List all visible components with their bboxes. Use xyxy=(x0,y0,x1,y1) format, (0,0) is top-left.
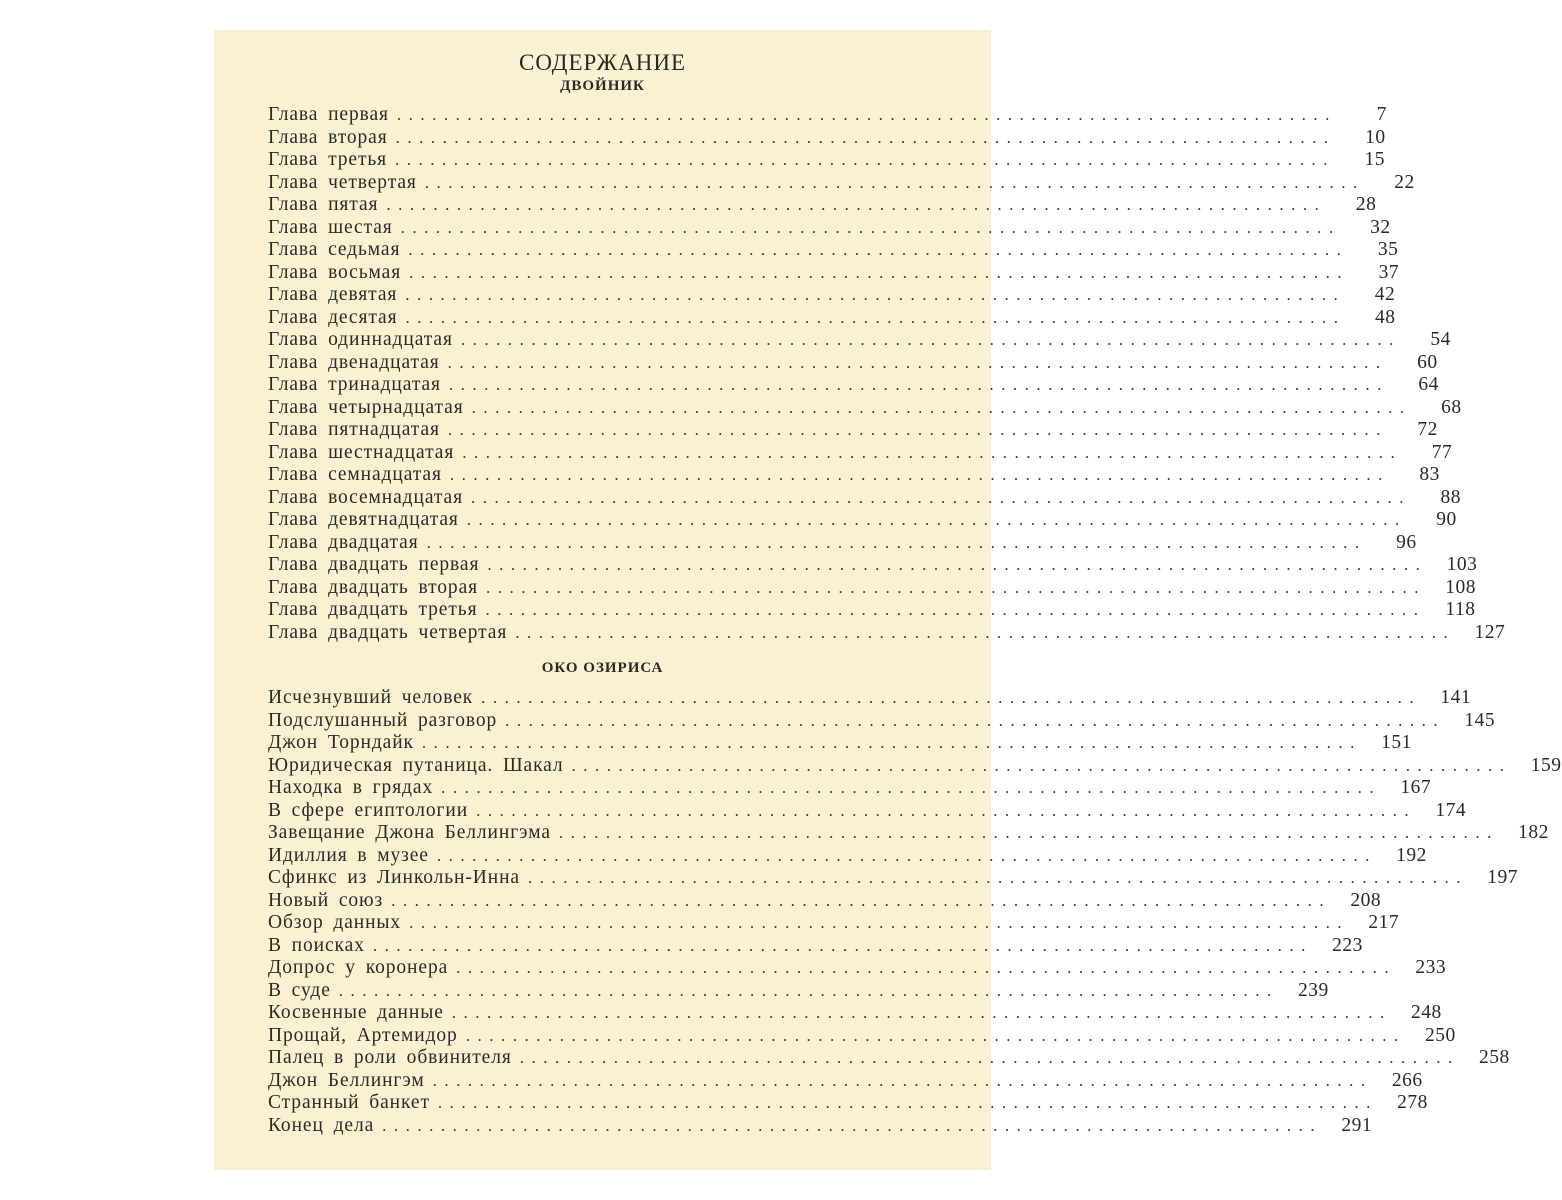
toc-entry-title: Глава пятнадцатая xyxy=(268,419,440,440)
toc-entry-page-number: 10 xyxy=(1365,126,1386,148)
toc-entry-title: Глава двадцать вторая xyxy=(268,576,479,598)
dot-leader: ................................................................................ xyxy=(395,127,1336,147)
toc-entry-title: Глава одиннадцатая xyxy=(268,329,453,350)
toc-entry xyxy=(268,621,1506,645)
dot-leader: ................................................................................ xyxy=(395,150,1336,169)
toc-entry-page-number: 197 xyxy=(1487,867,1518,888)
toc-entry-title: Сфинкс из Линкольн-Инна xyxy=(268,867,520,888)
toc-entry xyxy=(268,1002,1442,1025)
toc-entry-page-number: 54 xyxy=(1430,329,1451,350)
toc-entry-page-number: 15 xyxy=(1364,149,1386,170)
toc-entry xyxy=(268,509,1457,532)
dot-leader: ................................................................................ xyxy=(471,397,1412,417)
toc-entry xyxy=(268,126,1386,150)
toc-entry-title: Глава третья xyxy=(268,149,388,170)
toc-entry-page-number: 72 xyxy=(1417,419,1438,440)
toc-list-part-2 xyxy=(268,687,1562,1137)
toc-entry xyxy=(268,464,1440,487)
dot-leader: ................................................................................ xyxy=(441,778,1382,797)
toc-entry xyxy=(268,531,1417,555)
toc-entry-title: Глава двадцатая xyxy=(268,531,419,553)
toc-entry xyxy=(268,374,1439,397)
toc-entry xyxy=(268,934,1363,958)
dot-leader: ................................................................................ xyxy=(527,868,1468,887)
toc-entry-title: Глава двадцать третья xyxy=(268,599,478,620)
toc-entry-title: Глава восемнадцатая xyxy=(268,486,463,508)
dot-leader: ................................................................................ xyxy=(487,555,1428,574)
toc-entry-title: Палец в роли обвинителя xyxy=(268,1047,512,1068)
dot-leader: ................................................................................ xyxy=(405,307,1346,327)
toc-list-part-1 xyxy=(268,104,1506,644)
toc-entry xyxy=(268,687,1472,710)
toc-entry-page-number: 37 xyxy=(1378,261,1400,283)
dot-leader: ................................................................................ xyxy=(571,755,1512,775)
toc-entry-page-number: 145 xyxy=(1464,709,1496,731)
toc-entry-title: Глава шестнадцатая xyxy=(268,441,455,463)
toc-entry xyxy=(268,754,1562,778)
dot-leader: ................................................................................ xyxy=(558,823,1499,842)
toc-entry-title: Глава десятая xyxy=(268,306,398,328)
dot-leader: ................................................................................ xyxy=(470,487,1411,507)
toc-entry xyxy=(268,261,1400,285)
toc-entry-title: Обзор данных xyxy=(268,912,402,933)
toc-entry xyxy=(268,104,1387,127)
dot-leader: ................................................................................ xyxy=(486,577,1427,597)
toc-entry-page-number: 7 xyxy=(1376,104,1387,125)
toc-entry xyxy=(268,1024,1456,1048)
toc-entry-page-number: 266 xyxy=(1391,1069,1423,1091)
dot-leader: ................................................................................ xyxy=(437,1093,1378,1112)
part-title-oko-ozirisa: ОКО ОЗИРИСА xyxy=(541,660,664,676)
dot-leader: ................................................................................ xyxy=(396,105,1337,124)
toc-entry-title: Глава пятая xyxy=(268,194,379,215)
dot-leader: ................................................................................ xyxy=(409,913,1350,932)
dot-leader: ................................................................................ xyxy=(436,845,1377,865)
toc-entry-page-number: 208 xyxy=(1350,889,1382,911)
dot-leader: ................................................................................ xyxy=(481,688,1422,707)
dot-leader: ................................................................................ xyxy=(432,1070,1373,1090)
toc-entry-page-number: 167 xyxy=(1400,777,1432,798)
toc-entry xyxy=(268,732,1412,755)
toc-entry-title: Конец дела xyxy=(268,1114,375,1136)
toc-entry xyxy=(268,486,1461,510)
dot-leader: ................................................................................ xyxy=(382,1115,1323,1135)
toc-entry-page-number: 151 xyxy=(1381,732,1412,753)
toc-entry-title: Новый союз xyxy=(268,889,384,911)
dot-leader: ................................................................................ xyxy=(519,1048,1460,1067)
dot-leader: ................................................................................ xyxy=(515,622,1456,642)
toc-entry xyxy=(268,576,1477,600)
toc-entry-page-number: 217 xyxy=(1368,912,1400,933)
toc-entry-page-number: 248 xyxy=(1411,1002,1442,1023)
toc-entry-title: Идиллия в музее xyxy=(268,844,429,866)
toc-entry-page-number: 118 xyxy=(1445,599,1476,620)
toc-entry-title: Глава седьмая xyxy=(268,239,401,260)
toc-entry-page-number: 96 xyxy=(1396,531,1417,553)
toc-entry-title: В сфере египтологии xyxy=(268,799,469,821)
toc-entry-page-number: 108 xyxy=(1445,576,1477,598)
toc-entry-title: Глава двадцать четвертая xyxy=(268,621,508,643)
toc-entry-title: Подслушанный разговор xyxy=(268,709,498,731)
dot-leader: ................................................................................ xyxy=(462,442,1403,462)
toc-entry xyxy=(268,149,1386,172)
toc-entry-page-number: 83 xyxy=(1419,464,1440,485)
toc-entry xyxy=(268,599,1476,622)
toc-entry xyxy=(268,822,1549,845)
toc-entry-title: Джон Беллингэм xyxy=(268,1069,425,1091)
dot-leader: ................................................................................ xyxy=(485,600,1426,619)
toc-entry-page-number: 239 xyxy=(1298,979,1329,1001)
toc-entry-page-number: 64 xyxy=(1418,374,1439,395)
toc-entry-page-number: 48 xyxy=(1374,306,1396,328)
dot-leader: ................................................................................ xyxy=(372,935,1313,955)
toc-entry-title: Глава девятая xyxy=(268,284,398,305)
toc-entry-page-number: 32 xyxy=(1370,216,1391,238)
toc-entry xyxy=(268,777,1432,800)
toc-entry xyxy=(268,171,1415,195)
dot-leader: ................................................................................ xyxy=(405,285,1346,304)
toc-entry xyxy=(268,957,1447,980)
toc-entry-title: Глава двадцать первая xyxy=(268,554,480,575)
toc-entry-title: Глава семнадцатая xyxy=(268,464,442,485)
toc-entry-title: Глава тринадцатая xyxy=(268,374,441,395)
toc-entry-page-number: 291 xyxy=(1341,1114,1373,1136)
toc-entry-title: В поисках xyxy=(268,934,365,956)
toc-entry xyxy=(268,284,1396,307)
toc-entry-title: В суде xyxy=(268,979,331,1001)
toc-entry xyxy=(268,554,1478,577)
dot-leader: ................................................................................ xyxy=(447,420,1388,439)
toc-entry xyxy=(268,419,1438,442)
toc-entry xyxy=(268,396,1462,420)
toc-entry-page-number: 258 xyxy=(1478,1047,1510,1068)
toc-entry-page-number: 42 xyxy=(1374,284,1396,305)
toc-entry-page-number: 90 xyxy=(1436,509,1457,530)
dot-leader: ................................................................................ xyxy=(448,375,1389,394)
dot-leader: ................................................................................ xyxy=(447,352,1388,372)
toc-entry-title: Глава двенадцатая xyxy=(268,351,440,373)
toc-entry-page-number: 182 xyxy=(1518,822,1549,843)
toc-entry-page-number: 192 xyxy=(1396,844,1427,866)
dot-leader: ................................................................................ xyxy=(505,710,1446,730)
toc-entry-title: Косвенные данные xyxy=(268,1002,444,1023)
toc-entry-page-number: 28 xyxy=(1355,194,1377,215)
toc-entry-page-number: 159 xyxy=(1530,754,1562,776)
toc-entry-page-number: 174 xyxy=(1435,799,1467,821)
toc-entry-page-number: 278 xyxy=(1397,1092,1428,1113)
dot-leader: ................................................................................ xyxy=(449,465,1390,484)
dot-leader: ................................................................................ xyxy=(451,1003,1392,1022)
toc-entry xyxy=(268,979,1329,1003)
dot-leader: ................................................................................ xyxy=(424,172,1365,192)
toc-entry-title: Глава вторая xyxy=(268,126,388,148)
toc-entry-page-number: 103 xyxy=(1446,554,1478,575)
toc-entry-page-number: 127 xyxy=(1474,621,1506,643)
toc-entry xyxy=(268,1069,1423,1093)
dot-leader: ................................................................................ xyxy=(456,958,1397,977)
toc-entry-title: Глава девятнадцатая xyxy=(268,509,459,530)
toc-entry xyxy=(268,239,1399,262)
toc-entry-page-number: 250 xyxy=(1424,1024,1456,1046)
dot-leader: ................................................................................ xyxy=(409,262,1350,282)
toc-entry-title: Завещание Джона Беллингэма xyxy=(268,822,551,843)
toc-entry-title: Юридическая путаница. Шакал xyxy=(268,754,564,776)
toc-entry-title: Исчезнувший человек xyxy=(268,687,474,708)
dot-leader: ................................................................................ xyxy=(400,217,1341,237)
toc-entry xyxy=(268,867,1518,890)
toc-entry-page-number: 77 xyxy=(1431,441,1453,463)
toc-entry xyxy=(268,194,1377,217)
toc-entry xyxy=(268,306,1396,330)
toc-entry-title: Глава шестая xyxy=(268,216,393,238)
dot-leader: ................................................................................ xyxy=(465,1025,1406,1045)
toc-entry-title: Глава восьмая xyxy=(268,261,402,283)
toc-entry-page-number: 141 xyxy=(1440,687,1472,708)
toc-entry-title: Находка в грядах xyxy=(268,777,434,798)
toc-entry-page-number: 60 xyxy=(1417,351,1438,373)
book-page xyxy=(214,30,1562,1170)
toc-entry-title: Допрос у коронера xyxy=(268,957,449,978)
toc-entry xyxy=(268,912,1400,935)
toc-entry-page-number: 35 xyxy=(1377,239,1399,260)
toc-entry-page-number: 22 xyxy=(1394,171,1415,193)
toc-entry xyxy=(268,216,1391,240)
toc-entry xyxy=(268,351,1438,375)
toc-entry-page-number: 68 xyxy=(1441,396,1462,418)
dot-leader: ................................................................................ xyxy=(426,532,1367,552)
toc-entry xyxy=(268,799,1467,823)
toc-entry-title: Джон Торндайк xyxy=(268,732,414,753)
toc-entry xyxy=(268,1092,1428,1115)
toc-entry-title: Глава четвертая xyxy=(268,171,417,193)
toc-entry-title: Прощай, Артемидор xyxy=(268,1024,458,1046)
toc-entry xyxy=(268,844,1427,868)
dot-leader: ................................................................................ xyxy=(338,980,1279,1000)
toc-entry-page-number: 233 xyxy=(1415,957,1447,978)
toc-entry xyxy=(268,441,1453,465)
toc-entry-title: Странный банкет xyxy=(268,1092,430,1113)
toc-entry xyxy=(268,329,1451,352)
dot-leader: ................................................................................ xyxy=(466,510,1407,529)
toc-entry xyxy=(268,889,1382,913)
toc-entry-page-number: 88 xyxy=(1440,486,1461,508)
dot-leader: ................................................................................ xyxy=(460,330,1401,349)
toc-entry xyxy=(268,709,1496,733)
contents-title: СОДЕРЖАНИЕ xyxy=(518,50,686,75)
dot-leader: ................................................................................ xyxy=(386,195,1327,214)
toc-entry-page-number: 223 xyxy=(1332,934,1363,956)
part-title-dvoynik: ДВОЙНИК xyxy=(560,78,645,94)
dot-leader: ................................................................................ xyxy=(476,800,1417,820)
dot-leader: ................................................................................ xyxy=(391,890,1332,910)
toc-entry xyxy=(268,1114,1373,1138)
dot-leader: ................................................................................ xyxy=(421,733,1362,752)
toc-entry-title: Глава четырнадцатая xyxy=(268,396,464,418)
toc-entry-title: Глава первая xyxy=(268,104,389,125)
toc-entry xyxy=(268,1047,1510,1070)
dot-leader: ................................................................................ xyxy=(408,240,1349,259)
